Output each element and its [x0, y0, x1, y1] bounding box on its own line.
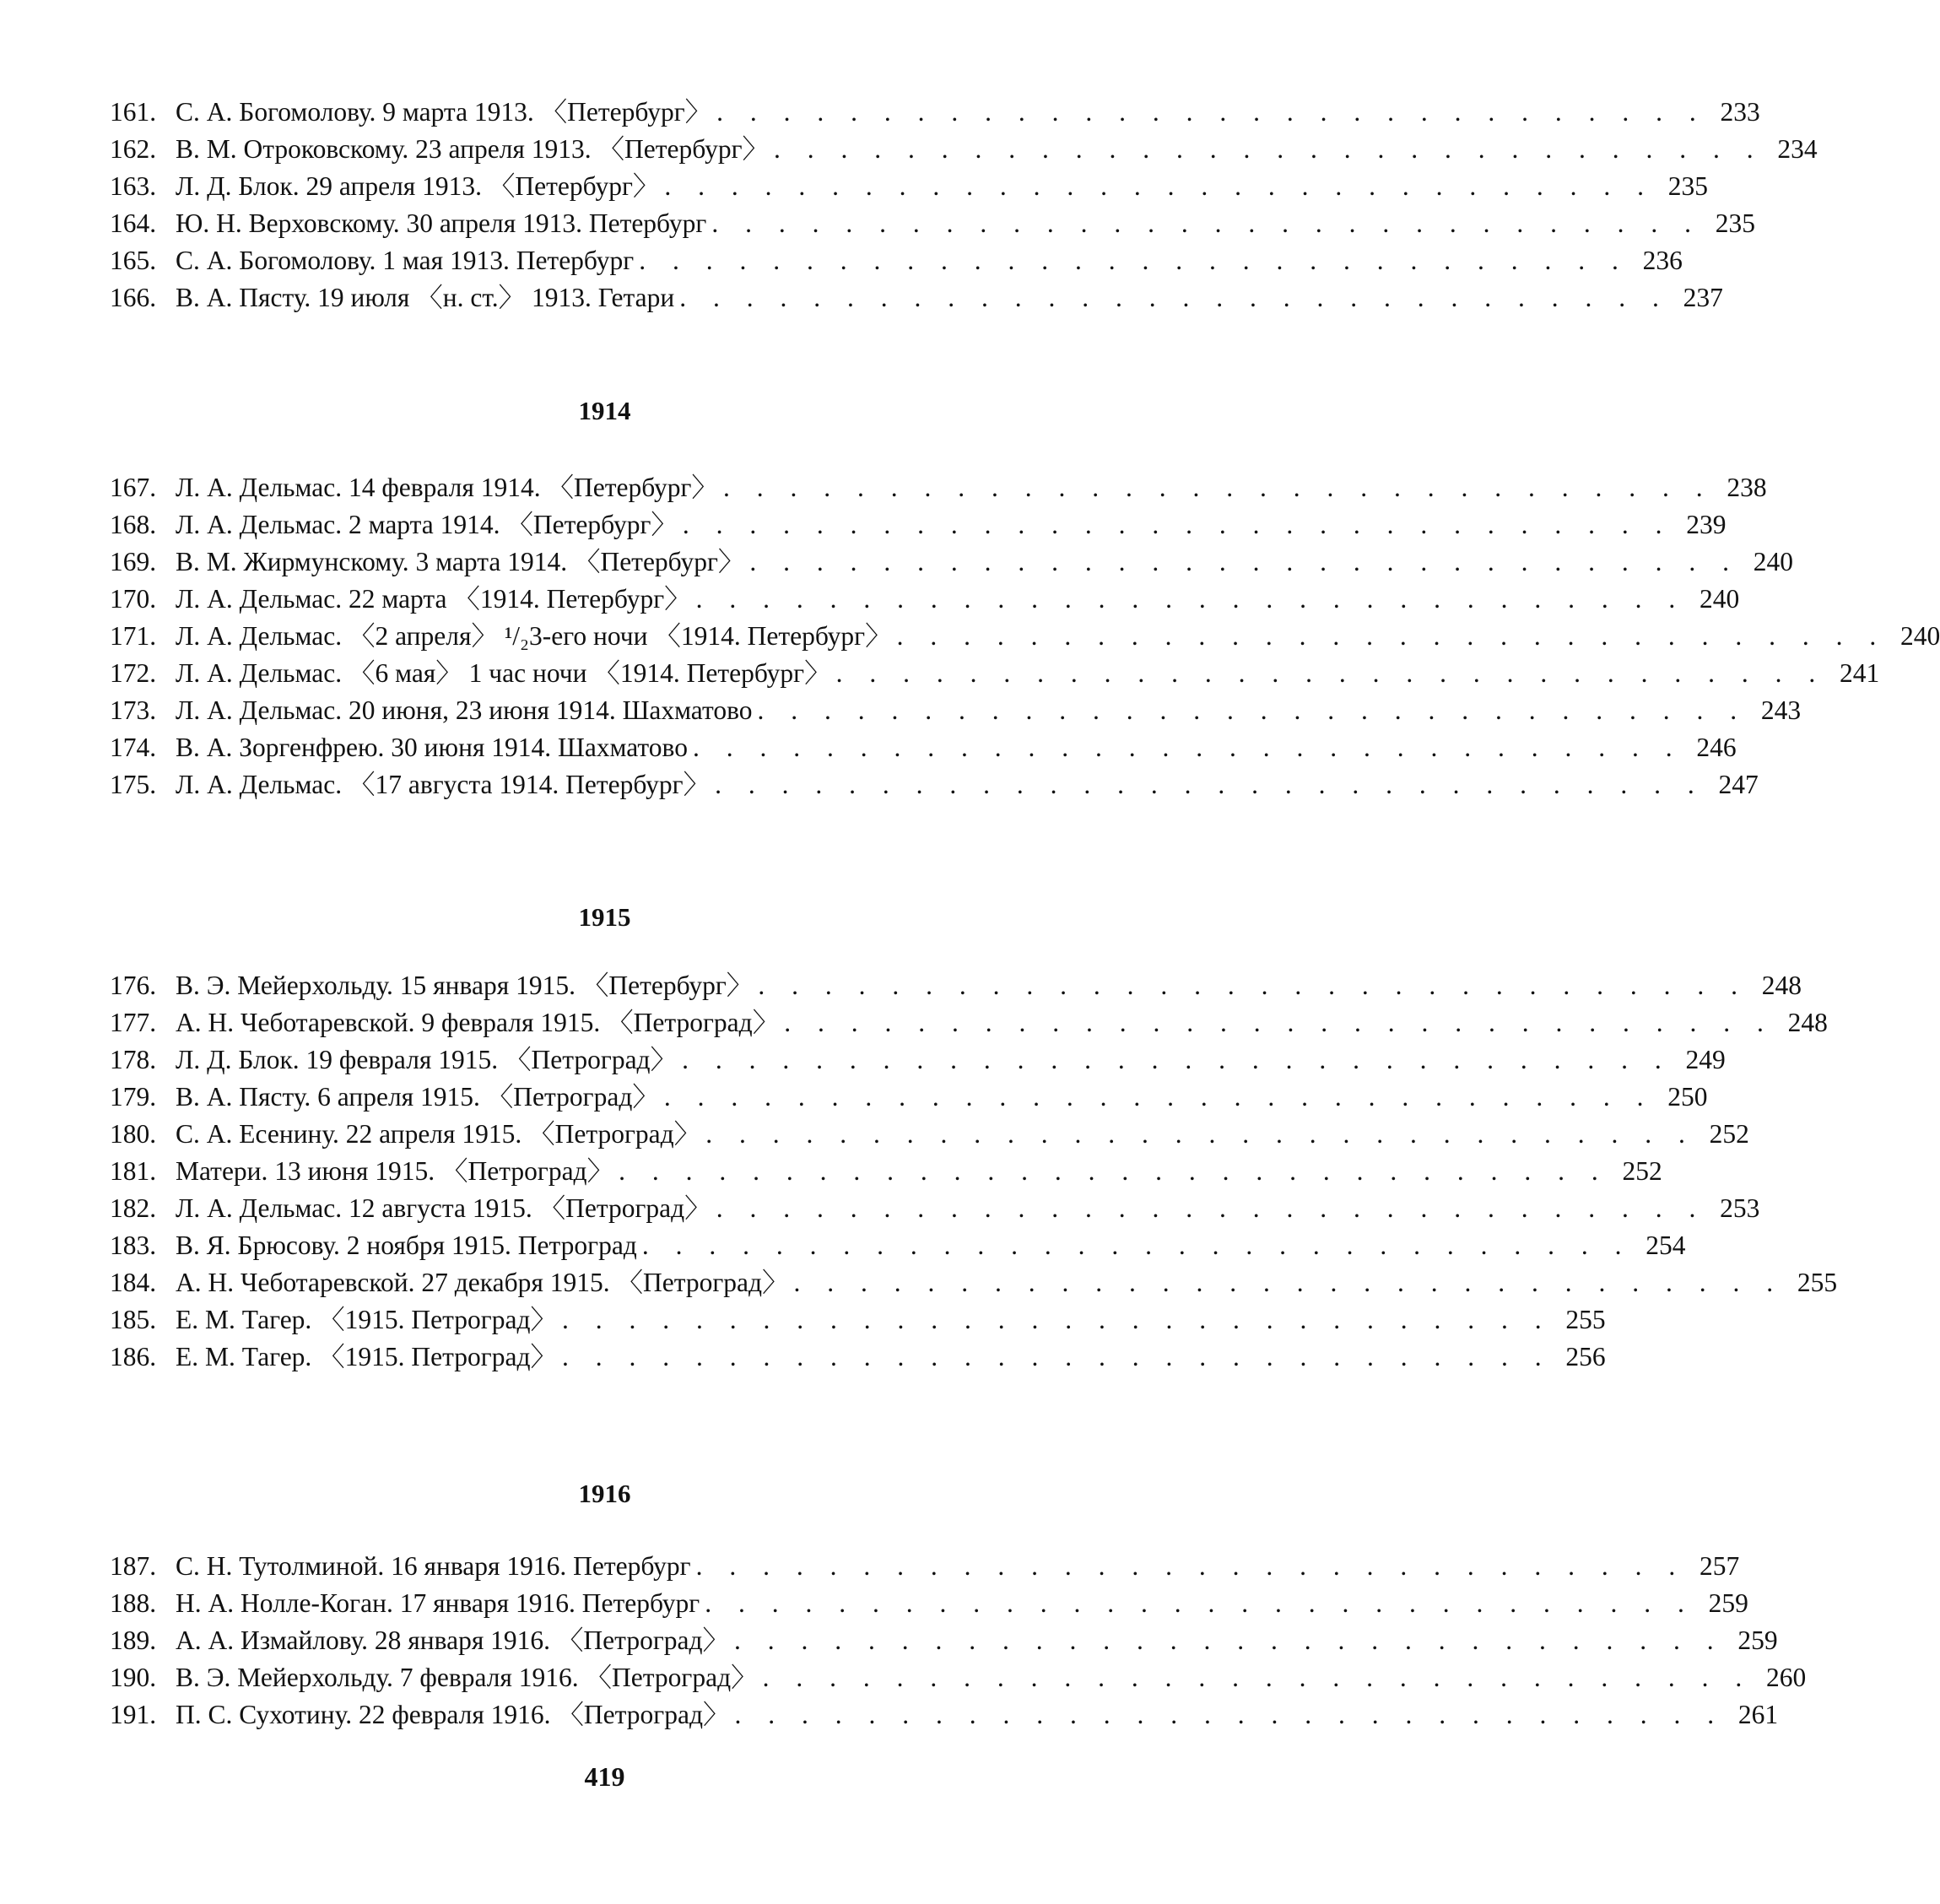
year-heading: 1914 [578, 396, 631, 425]
entry-number: 174. [110, 733, 157, 762]
toc-entry [110, 1117, 1749, 1151]
dot-leader [700, 1117, 1695, 1151]
dot-leader [677, 1043, 1672, 1077]
entry-number: 180. [110, 1119, 157, 1149]
toc-entry [110, 508, 1727, 542]
entry-page-number: 261 [1737, 1700, 1779, 1729]
entry-number: 171. [110, 621, 157, 651]
dot-leader [659, 170, 1654, 203]
entry-title: В. Э. Мейерхольду. 15 января 1915. 〈Петербург〉 [176, 971, 754, 1000]
entry-number: 173. [110, 695, 157, 725]
entry-page-number: 235 [1667, 171, 1709, 201]
entry-number: 169. [110, 547, 157, 576]
toc-entry [110, 1587, 1748, 1620]
entry-number: 162. [110, 134, 157, 164]
dot-leader [557, 1340, 1552, 1374]
entry-title: А. Н. Чеботаревской. 27 декабря 1915. 〈Петроград〉 [176, 1268, 789, 1297]
toc-entry [110, 1155, 1662, 1188]
entry-page-number: 241 [1839, 658, 1880, 688]
dot-leader [779, 1006, 1774, 1040]
dot-leader [700, 1587, 1694, 1620]
toc-entry [110, 657, 1880, 690]
toc-entry [110, 969, 1802, 1003]
toc-entry [110, 1303, 1606, 1337]
entry-title: Л. А. Дельмас. 〈17 августа 1914. Петербург〉 [176, 770, 711, 799]
toc-entry [110, 731, 1737, 765]
entry-number: 179. [110, 1082, 157, 1112]
entry-title: С. А. Есенину. 22 апреля 1915. 〈Петроград〉 [176, 1119, 701, 1149]
entry-number: 176. [110, 971, 157, 1000]
entry-number: 190. [110, 1663, 157, 1692]
dot-leader [710, 768, 1705, 802]
entry-title: Л. А. Дельмас. 20 июня, 23 июня 1914. Шахматово [176, 695, 753, 725]
dot-leader [892, 619, 1887, 653]
dot-leader [678, 508, 1673, 542]
toc-entry [110, 1550, 1740, 1583]
entry-title: П. С. Сухотину. 22 февраля 1916. 〈Петроград〉 [176, 1700, 730, 1729]
entry-title: А. А. Измайлову. 28 января 1916. 〈Петроград〉 [176, 1625, 729, 1655]
dot-leader [706, 207, 1701, 241]
entry-page-number: 253 [1720, 1193, 1760, 1223]
toc-entry [110, 619, 1940, 653]
entry-page-number: 254 [1645, 1231, 1686, 1260]
toc-entry [110, 1043, 1726, 1077]
entry-page-number: 255 [1797, 1268, 1838, 1297]
entry-page-number: 247 [1718, 770, 1759, 799]
toc-entry [110, 1080, 1708, 1114]
entry-page-number: 252 [1709, 1119, 1749, 1149]
entry-page-number: 257 [1699, 1551, 1740, 1581]
toc-entry [110, 1661, 1807, 1695]
entry-title: В. А. Зоргенфрею. 30 июня 1914. Шахматово [176, 733, 688, 762]
entry-title: Л. А. Дельмас. 2 марта 1914. 〈Петербург〉 [176, 510, 678, 539]
entry-page-number: 249 [1685, 1045, 1726, 1074]
entry-title: Л. А. Дельмас. 〈2 апреля〉 ¹/₂3-его ночи 〈1914. Петербург〉 [176, 621, 892, 651]
entry-number: 175. [110, 770, 157, 799]
toc-entry [110, 207, 1755, 241]
entry-title: Ю. Н. Верховскому. 30 апреля 1913. Петербург [176, 208, 707, 238]
dot-leader [691, 1550, 1686, 1583]
entry-number: 184. [110, 1268, 157, 1297]
entry-title: В. А. Пясту. 6 апреля 1915. 〈Петроград〉 [176, 1082, 659, 1112]
entry-page-number: 248 [1787, 1008, 1828, 1037]
entry-page-number: 238 [1727, 473, 1767, 502]
entry-page-number: 237 [1683, 283, 1723, 312]
toc-entry [110, 1229, 1686, 1263]
entry-title: Л. А. Дельмас. 14 февраля 1914. 〈Петербург〉 [176, 473, 718, 502]
entry-title: С. Н. Тутолминой. 16 января 1916. Петербург [176, 1551, 691, 1581]
entry-title: Н. А. Нолле-Коган. 17 января 1916. Петербург [176, 1588, 700, 1618]
entry-page-number: 259 [1708, 1588, 1748, 1618]
entry-title: С. А. Богомолову. 9 марта 1913. 〈Петербург〉 [176, 97, 712, 127]
entry-title: В. М. Жирмунскому. 3 марта 1914. 〈Петербург〉 [176, 547, 745, 576]
entry-number: 166. [110, 283, 157, 312]
dot-leader [659, 1080, 1654, 1114]
toc-entry [110, 1006, 1828, 1040]
entry-page-number: 236 [1642, 246, 1683, 275]
entry-number: 185. [110, 1305, 157, 1334]
year-heading: 1915 [578, 902, 631, 932]
entry-number: 167. [110, 473, 157, 502]
entry-page-number: 240 [1753, 547, 1794, 576]
toc-entry [110, 471, 1767, 505]
entry-title: Л. А. Дельмас. 22 марта 〈1914. Петербург〉 [176, 584, 691, 614]
toc-entry [110, 170, 1709, 203]
entry-number: 161. [110, 97, 157, 127]
entry-number: 163. [110, 171, 157, 201]
toc-entry [110, 1340, 1606, 1374]
dot-leader [711, 1192, 1706, 1225]
entry-title: Л. А. Дельмас. 12 августа 1915. 〈Петроград〉 [176, 1193, 711, 1223]
entry-number: 168. [110, 510, 157, 539]
entry-number: 164. [110, 208, 157, 238]
entry-number: 183. [110, 1231, 157, 1260]
entry-number: 182. [110, 1193, 157, 1223]
dot-leader [744, 545, 1739, 579]
toc-entry [110, 582, 1740, 616]
dot-leader [637, 1229, 1632, 1263]
dot-leader [752, 694, 1747, 728]
entry-page-number: 252 [1622, 1156, 1662, 1186]
entry-page-number: 234 [1777, 134, 1818, 164]
dot-leader [758, 1661, 1753, 1695]
entry-number: 172. [110, 658, 157, 688]
entry-number: 177. [110, 1008, 157, 1037]
year-heading: 1916 [578, 1479, 631, 1508]
entry-page-number: 243 [1760, 695, 1802, 725]
entry-page-number: 240 [1899, 621, 1940, 651]
dot-leader [634, 244, 1629, 278]
entry-title: А. Н. Чеботаревской. 9 февраля 1915. 〈Петроград〉 [176, 1008, 780, 1037]
entry-number: 188. [110, 1588, 157, 1618]
entry-page-number: 259 [1737, 1625, 1778, 1655]
entry-title: Матери. 13 июня 1915. 〈Петроград〉 [176, 1156, 614, 1186]
entry-number: 191. [110, 1700, 157, 1729]
entry-page-number: 240 [1700, 584, 1740, 614]
page-number-footer: 419 [584, 1761, 625, 1792]
entry-page-number: 255 [1565, 1305, 1606, 1334]
entry-title: В. Я. Брюсову. 2 ноября 1915. Петроград [176, 1231, 637, 1260]
toc-entry [110, 133, 1818, 166]
entry-title: В. А. Пясту. 19 июля 〈н. ст.〉 1913. Гетари [176, 283, 675, 312]
dot-leader [711, 95, 1706, 129]
dot-leader [831, 657, 1826, 690]
entry-title: В. Э. Мейерхольду. 7 февраля 1916. 〈Петроград〉 [176, 1663, 758, 1692]
dot-leader [718, 471, 1713, 505]
entry-page-number: 260 [1765, 1663, 1807, 1692]
toc-entry [110, 281, 1723, 315]
entry-number: 178. [110, 1045, 157, 1074]
entry-title: С. А. Богомолову. 1 мая 1913. Петербург [176, 246, 635, 275]
toc-entry [110, 244, 1683, 278]
toc-entry [110, 95, 1760, 129]
dot-leader [789, 1266, 1784, 1300]
entry-title: В. М. Отроковскому. 23 апреля 1913. 〈Петербург〉 [176, 134, 770, 164]
dot-leader [753, 969, 1748, 1003]
entry-page-number: 235 [1715, 208, 1755, 238]
entry-number: 189. [110, 1625, 157, 1655]
dot-leader [691, 582, 1686, 616]
toc-entry [110, 1698, 1779, 1732]
toc-entry [110, 768, 1759, 802]
entry-title: Л. А. Дельмас. 〈6 мая〉 1 час ночи 〈1914. Петербург〉 [176, 658, 831, 688]
entry-page-number: 256 [1565, 1342, 1606, 1371]
dot-leader [730, 1698, 1725, 1732]
entry-title: Е. М. Тагер. 〈1915. Петроград〉 [176, 1305, 557, 1334]
dot-leader [688, 731, 1683, 765]
entry-page-number: 239 [1686, 510, 1727, 539]
entry-page-number: 246 [1696, 733, 1737, 762]
toc-entry [110, 694, 1802, 728]
entry-number: 186. [110, 1342, 157, 1371]
dot-leader [557, 1303, 1552, 1337]
dot-leader [613, 1155, 1608, 1188]
dot-leader [769, 133, 1764, 166]
entry-number: 165. [110, 246, 157, 275]
dot-leader [729, 1624, 1724, 1658]
entry-title: Е. М. Тагер. 〈1915. Петроград〉 [176, 1342, 557, 1371]
toc-entry [110, 1266, 1838, 1300]
entry-title: Л. Д. Блок. 19 февраля 1915. 〈Петроград〉 [176, 1045, 678, 1074]
entry-page-number: 233 [1720, 97, 1760, 127]
dot-leader [674, 281, 1669, 315]
entry-page-number: 248 [1761, 971, 1802, 1000]
entry-number: 187. [110, 1551, 157, 1581]
toc-entry [110, 1192, 1760, 1225]
entry-number: 170. [110, 584, 157, 614]
toc-entry [110, 545, 1794, 579]
entry-page-number: 250 [1667, 1082, 1708, 1112]
toc-entry [110, 1624, 1778, 1658]
entry-number: 181. [110, 1156, 157, 1186]
entry-title: Л. Д. Блок. 29 апреля 1913. 〈Петербург〉 [176, 171, 660, 201]
